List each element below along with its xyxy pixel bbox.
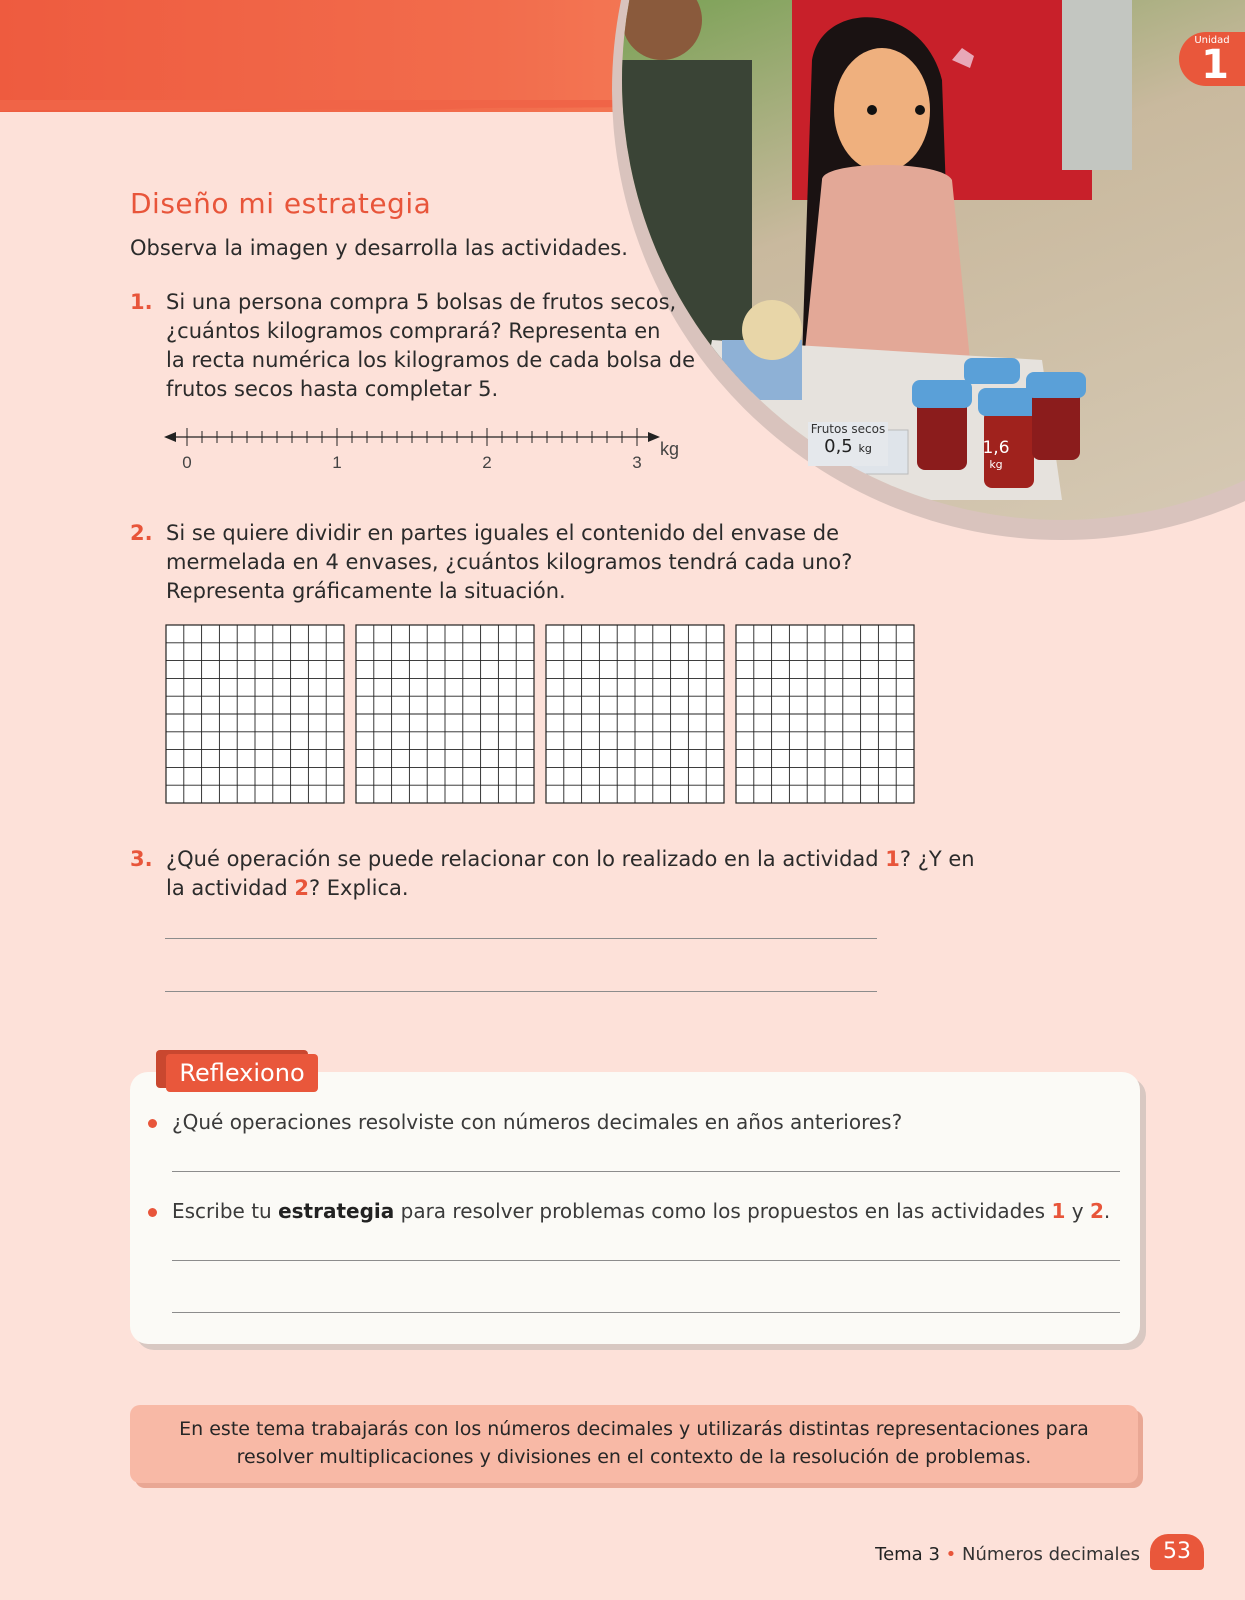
intro-text: Observa la imagen y desarrolla las actividades. bbox=[130, 236, 628, 260]
price-tag-jam-unit: kg bbox=[989, 458, 1003, 471]
activity-ref-1: 1 bbox=[885, 847, 900, 871]
hundred-grid[interactable] bbox=[166, 625, 344, 803]
topic-note-line: En este tema trabajarás con los números decimales y utilizarás distintas representaciones para bbox=[179, 1418, 1089, 1440]
reflexiono-question-2-text: y bbox=[1065, 1199, 1090, 1223]
hundred-grid[interactable] bbox=[546, 625, 724, 803]
reflexiono-question-2 bbox=[172, 1199, 1110, 1223]
price-tag-nuts bbox=[808, 422, 888, 466]
activity-1-line: la recta numérica los kilogramos de cada bolsa de bbox=[166, 348, 696, 372]
tick-label: 2 bbox=[482, 453, 492, 472]
activity-3 bbox=[130, 845, 975, 903]
activity-2-line: mermelada en 4 envases, ¿cuántos kilogramos tendrá cada uno? bbox=[166, 550, 853, 574]
reflexiono-question-1 bbox=[172, 1110, 902, 1134]
tick-label: 3 bbox=[632, 453, 642, 472]
price-tag-jam-value: 1,6 bbox=[982, 438, 1010, 458]
price-tag-jam bbox=[978, 438, 1014, 471]
answer-line[interactable] bbox=[172, 1171, 1120, 1172]
answer-line[interactable] bbox=[165, 991, 877, 992]
price-tag-nuts-value: 0,5 bbox=[824, 436, 853, 457]
unit-number: 1 bbox=[1201, 42, 1229, 88]
footer-separator: • bbox=[945, 1544, 957, 1565]
reflexiono-question-2-text: Escribe tu bbox=[172, 1199, 279, 1223]
hundred-grid[interactable] bbox=[356, 625, 534, 803]
activity-1-line: frutos secos hasta completar 5. bbox=[166, 377, 499, 401]
activity-2 bbox=[130, 519, 853, 606]
reflexiono-title: Reflexiono bbox=[166, 1054, 318, 1092]
activity-1-line: ¿cuántos kilogramos comprará? Representa en bbox=[166, 319, 661, 343]
footer-title: Números decimales bbox=[961, 1544, 1140, 1565]
activity-3-text: ? ¿Y en bbox=[899, 847, 975, 871]
activity-1-number: 1. bbox=[130, 290, 153, 314]
activity-3-number: 3. bbox=[130, 847, 153, 871]
activity-ref-2: 2 bbox=[1089, 1199, 1104, 1223]
reflexiono-question-2-text: para resolver problemas como los propuestos en las actividades bbox=[394, 1199, 1052, 1223]
unit-label-kg: kg bbox=[660, 439, 680, 459]
reflexiono-question-1-text: ¿Qué operaciones resolviste con números decimales en años anteriores? bbox=[172, 1110, 903, 1134]
topic-note-line: resolver multiplicaciones y divisiones en el contexto de la resolución de problemas. bbox=[236, 1446, 1032, 1468]
unit-label: Unidad bbox=[1194, 35, 1230, 46]
right-arrow-icon bbox=[648, 432, 660, 442]
activity-2-line: Si se quiere dividir en partes iguales el contenido del envase de bbox=[166, 521, 840, 545]
activity-2-number: 2. bbox=[130, 521, 153, 545]
answer-line[interactable] bbox=[172, 1260, 1120, 1261]
strategy-word: estrategia bbox=[278, 1199, 395, 1223]
activity-3-text: la actividad bbox=[166, 876, 295, 900]
tick-label: 1 bbox=[332, 453, 342, 472]
activity-2-line: Representa gráficamente la situación. bbox=[166, 579, 566, 603]
activity-1 bbox=[130, 288, 696, 404]
bullet-dot bbox=[148, 1208, 157, 1217]
activity-ref-1: 1 bbox=[1051, 1199, 1066, 1223]
bullet-dot bbox=[148, 1119, 157, 1128]
activity-3-text: ¿Qué operación se puede relacionar con lo realizado en la actividad bbox=[166, 847, 886, 871]
activity-ref-2: 2 bbox=[294, 876, 309, 900]
topic-note bbox=[130, 1405, 1138, 1483]
footer bbox=[875, 1544, 1140, 1565]
page-number: 53 bbox=[1150, 1534, 1204, 1570]
answer-line[interactable] bbox=[165, 938, 877, 939]
tick-label: 0 bbox=[182, 453, 192, 472]
reflexiono-question-2-text: . bbox=[1103, 1199, 1111, 1223]
price-tag-nuts-unit: kg bbox=[858, 442, 872, 455]
unit-badge bbox=[1179, 32, 1245, 86]
header-band bbox=[0, 0, 700, 112]
activity-1-line: Si una persona compra 5 bolsas de frutos secos, bbox=[166, 290, 677, 314]
left-arrow-icon bbox=[164, 432, 176, 442]
answer-line[interactable] bbox=[172, 1312, 1120, 1313]
section-title: Diseño mi estrategia bbox=[130, 187, 432, 220]
footer-topic: Tema 3 bbox=[875, 1544, 940, 1565]
hundred-grid[interactable] bbox=[736, 625, 914, 803]
hundred-grids[interactable] bbox=[165, 624, 925, 806]
activity-3-text: ? Explica. bbox=[308, 876, 409, 900]
number-line[interactable] bbox=[160, 425, 720, 485]
price-tag-nuts-title: Frutos secos bbox=[810, 422, 886, 436]
header-band-edge bbox=[0, 100, 700, 118]
